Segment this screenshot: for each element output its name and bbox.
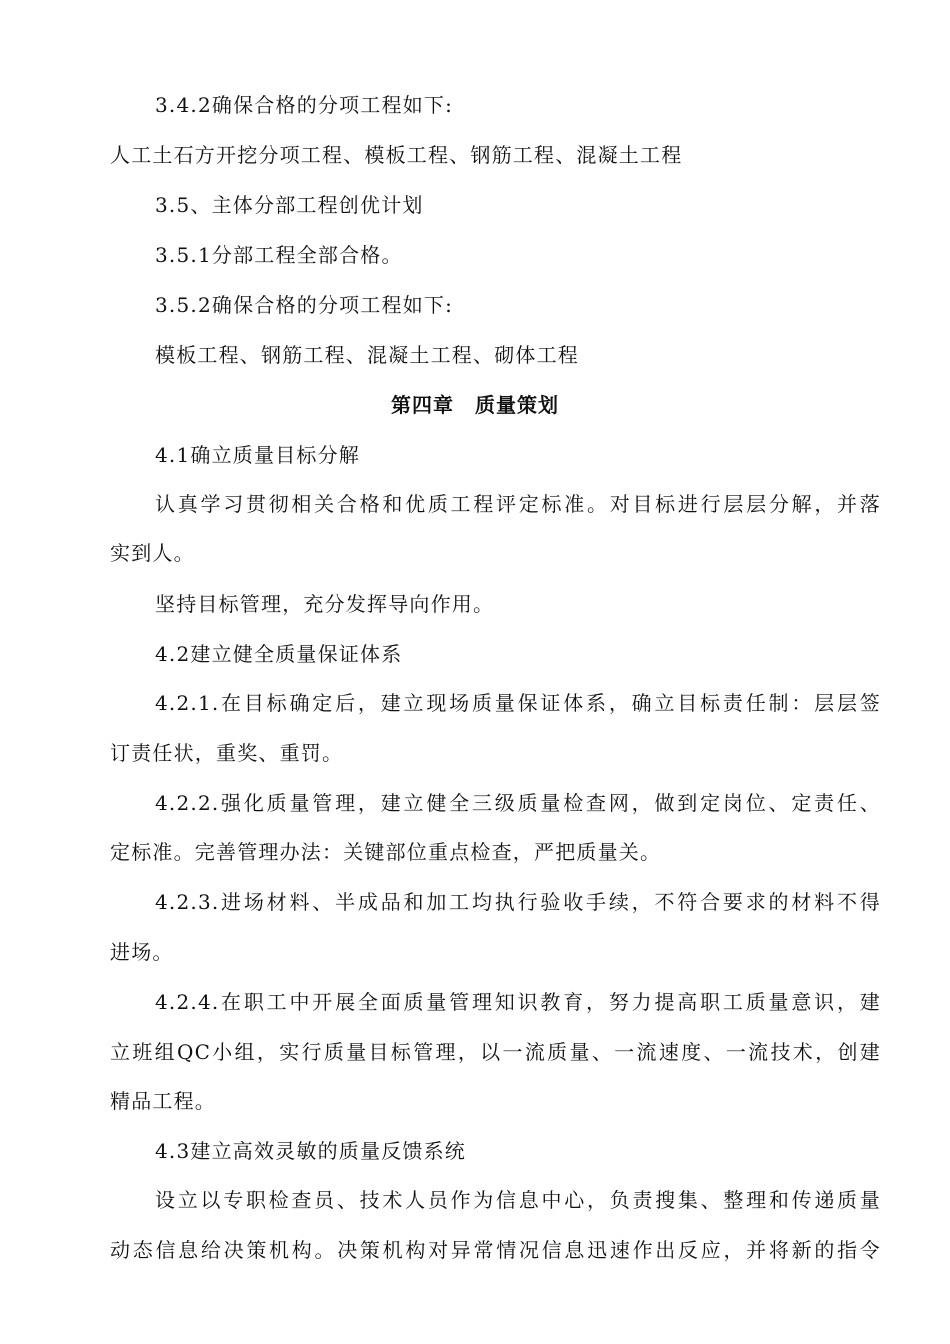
paragraph-line: 设立以专职检查员、技术人员作为信息中心，负责搜集、整理和传递质量 <box>155 1188 881 1212</box>
paragraph-line: 4.2.2.强化质量管理，建立健全三级质量检查网，做到定岗位、定责任、 <box>155 791 881 815</box>
paragraph-line: 立班组QC小组，实行质量目标管理，以一流质量、一流速度、一流技术，创建 <box>110 1040 881 1064</box>
chapter-heading: 第四章 质量策划 <box>391 393 559 417</box>
paragraph-line: 精品工程。 <box>110 1089 216 1113</box>
paragraph-line: 进场。 <box>110 940 174 964</box>
paragraph-line: 动态信息给决策机构。决策机构对异常情况信息迅速作出反应，并将新的指令 <box>110 1238 881 1262</box>
paragraph-line: 坚持目标管理，充分发挥导向作用。 <box>155 592 495 616</box>
paragraph-line: 4.2.4.在职工中开展全面质量管理知识教育，努力提高职工质量意识，建 <box>155 990 881 1014</box>
paragraph-line: 订责任状，重奖、重罚。 <box>110 741 344 765</box>
text-line-3-5: 3.5、主体分部工程创优计划 <box>155 193 424 217</box>
text-line-3-5-1: 3.5.1分部工程全部合格。 <box>155 243 403 267</box>
text-line-3-5-2: 3.5.2确保合格的分项工程如下: <box>155 293 454 317</box>
paragraph-line: 定标准。完善管理办法：关键部位重点检查，严把质量关。 <box>110 840 662 864</box>
section-title-4-1: 4.1确立质量目标分解 <box>155 443 361 467</box>
text-line-3-4-2: 3.4.2确保合格的分项工程如下: <box>155 93 454 117</box>
section-title-4-2: 4.2建立健全质量保证体系 <box>155 642 403 666</box>
paragraph-line: 4.2.1.在目标确定后，建立现场质量保证体系，确立目标责任制：层层签 <box>155 691 881 715</box>
paragraph-line: 实到人。 <box>110 541 195 565</box>
paragraph-line: 4.2.3.进场材料、半成品和加工均执行验收手续，不符合要求的材料不得 <box>155 890 881 914</box>
paragraph-line: 认真学习贯彻相关合格和优质工程评定标准。对目标进行层层分解，并落 <box>155 492 881 516</box>
text-line-masonry-items: 模板工程、钢筋工程、混凝土工程、砌体工程 <box>155 343 579 367</box>
section-title-4-3: 4.3建立高效灵敏的质量反馈系统 <box>155 1139 467 1163</box>
text-line-earthwork-items: 人工土石方开挖分项工程、模板工程、钢筋工程、混凝土工程 <box>110 143 683 167</box>
